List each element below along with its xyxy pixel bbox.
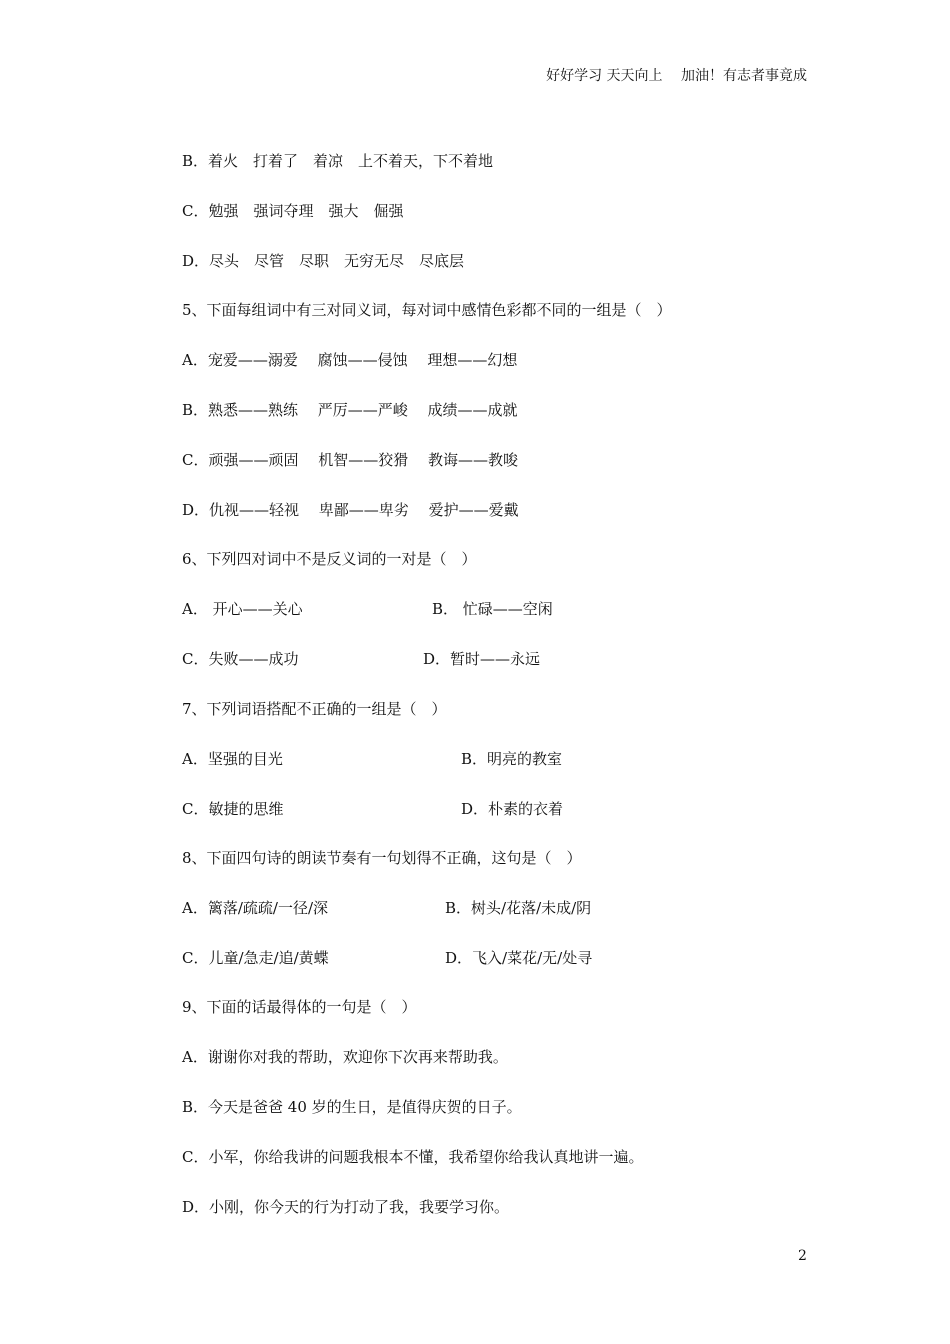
q7-option-d: D．朴素的衣着 — [461, 800, 564, 818]
q4-option-c: C．勉强 强词夺理 强大 倔强 — [182, 202, 404, 220]
q7-option-b: B．明亮的教室 — [461, 750, 563, 768]
question-7: 7、下列词语搭配不正确的一组是（ ） — [182, 700, 447, 718]
q6-option-a: A． 开心——关心 — [182, 600, 303, 618]
q7-option-a: A．坚强的目光 — [182, 750, 283, 768]
q6-option-b: B． 忙碌——空闲 — [432, 600, 553, 618]
q5-option-c: C．顽强——顽固 机智——狡猾 教诲——教唆 — [182, 451, 519, 469]
q9-option-d: D．小刚，你今天的行为打动了我，我要学习你。 — [182, 1198, 510, 1216]
question-6: 6、下列四对词中不是反义词的一对是（ ） — [182, 550, 477, 568]
q9-option-b: B．今天是爸爸 40 岁的生日，是值得庆贺的日子。 — [182, 1098, 522, 1116]
q6-option-c: C．失败——成功 — [182, 650, 299, 668]
q9-option-a: A．谢谢你对我的帮助，欢迎你下次再来帮助我。 — [182, 1048, 508, 1066]
q5-option-b: B．熟悉——熟练 严厉——严峻 成绩——成就 — [182, 401, 518, 419]
q8-option-d: D．飞入/菜花/无/处寻 — [445, 949, 593, 967]
page-header-motto: 好好学习 天天向上 加油！有志者事竟成 — [546, 68, 807, 84]
q8-option-b: B．树头/花落/未成/阴 — [445, 899, 592, 917]
q5-option-d: D．仇视——轻视 卑鄙——卑劣 爱护——爱戴 — [182, 501, 519, 519]
question-5: 5、下面每组词中有三对同义词，每对词中感情色彩都不同的一组是（ ） — [182, 301, 672, 319]
q8-option-c: C．儿童/急走/追/黄蝶 — [182, 949, 329, 967]
q9-option-c: C．小军，你给我讲的问题我根本不懂，我希望你给我认真地讲一遍。 — [182, 1148, 644, 1166]
question-8: 8、下面四句诗的朗读节奏有一句划得不正确，这句是（ ） — [182, 849, 582, 867]
q8-option-a: A．篱落/疏疏/一径/深 — [182, 899, 328, 917]
q4-option-d: D．尽头 尽管 尽职 无穷无尽 尽底层 — [182, 252, 465, 270]
q7-option-c: C．敏捷的思维 — [182, 800, 284, 818]
question-9: 9、下面的话最得体的一句是（ ） — [182, 998, 417, 1016]
q4-option-b: B．着火 打着了 着凉 上不着天，下不着地 — [182, 152, 494, 170]
q6-option-d: D．暂时——永远 — [423, 650, 541, 668]
page-number: 2 — [798, 1248, 807, 1264]
q5-option-a: A．宠爱——溺爱 腐蚀——侵蚀 理想——幻想 — [182, 351, 518, 369]
